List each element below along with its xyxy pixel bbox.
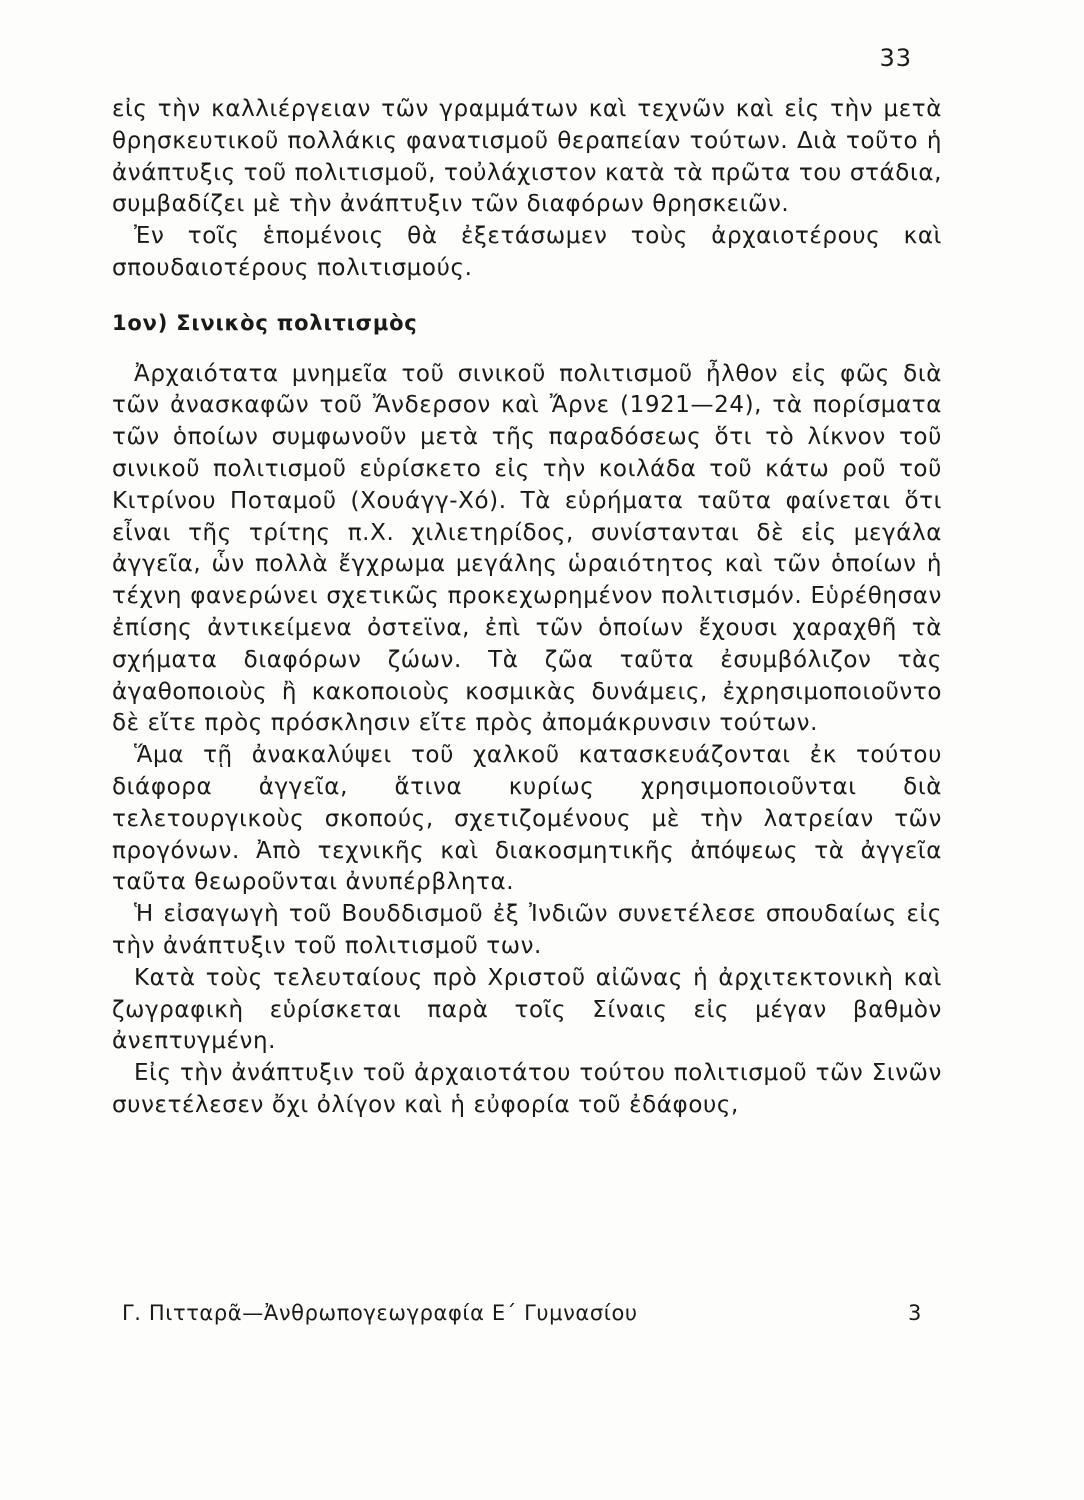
section-heading: 1ον) Σινικὸς πολιτισμὸς <box>112 310 418 335</box>
section-paragraph-2: Ἅμα τῇ ἀνακαλύψει τοῦ χαλκοῦ κατασκευάζονται ἐκ τούτου διάφορα ἀγγεῖα, ἅτινα κυρίως χρησιμοποιοῦνται διὰ τελετουργικοὺς σκοπούς, σχετιζομένους μὲ τὴν λατρείαν τῶν προγόνων. Ἀπὸ τεχνικῆς καὶ διακοσμητικῆς ἀπόψεως τὰ ἀγγεῖα ταῦτα θεωροῦνται ἀνυπέρβλητα. <box>112 742 942 896</box>
section-paragraph-1: Ἀρχαιότατα μνημεῖα τοῦ σινικοῦ πολιτισμοῦ ἦλθον εἰς φῶς διὰ τῶν ἀνασκαφῶν τοῦ Ἄνδερσον καὶ Ἄρνε (1921—24), τὰ πορίσματα τῶν ὁποίων συμφωνοῦν μετὰ τῆς παραδόσεως ὅτι τὸ λίκνον τοῦ σινικοῦ πολιτισμοῦ εὑρίσκετο εἰς τὴν κοιλάδα τοῦ κάτω ροῦ τοῦ Κιτρίνου Ποταμοῦ (Χουάγγ-Χό). Τὰ εὑρήματα ταῦτα φαίνεται ὅτι εἶναι τῆς τρίτης π.Χ. χιλιετηρίδος, συνίστανται δὲ εἰς μεγάλα ἀγγεῖα, ὧν πολλὰ ἔγχρωμα μεγάλης ὡραιότητος καὶ τῶν ὁποίων ἡ τέχνη φανερώνει σχετικῶς προκεχωρημένον πολιτισμόν. Εὑρέθησαν ἐπίσης ἀντικείμενα ὀστεϊνα, ἐπὶ τῶν ὁποίων ἔχουσι χαραχθῆ τὰ σχήματα διαφόρων ζώων. Τὰ ζῶα ταῦτα ἐσυμβόλιζον τὰς ἀγαθοποιοὺς ἢ κακοποιοὺς κοσμικὰς δυνάμεις, ἐχρησιμοποιοῦντο δὲ εἴτε πρὸς πρόσκλησιν εἴτε πρὸς ἀπομάκρυνσιν τούτων. <box>112 360 942 737</box>
section-paragraph-5: Εἰς τὴν ἀνάπτυξιν τοῦ ἀρχαιοτάτου τούτου πολιτισμοῦ τῶν Σινῶν συνετέλεσεν ὄχι ὀλίγον καὶ ἡ εὐφορία τοῦ ἐδάφους, <box>112 1060 942 1118</box>
footer-book-title: Γ. Πιτταρᾶ—Ἀνθρωπογεωγραφία Ε΄ Γυμνασίου <box>122 1301 638 1325</box>
page-number: 33 <box>879 44 912 72</box>
footer-signature-mark: 3 <box>908 1301 922 1325</box>
section-paragraph-4: Κατὰ τοὺς τελευταίους πρὸ Χριστοῦ αἰῶνας ἡ ἀρχιτεκτονικὴ καὶ ζωγραφικὴ εὑρίσκεται παρὰ τοῖς Σίναις εἰς μέγαν βαθμὸν ἀνεπτυγμένη. <box>112 964 942 1055</box>
section-paragraph-3: Ἡ εἰσαγωγὴ τοῦ Βουδδισμοῦ ἐξ Ἰνδιῶν συνετέλεσε σπουδαίως εἰς τὴν ἀνάπτυξιν τοῦ πολιτισμοῦ των. <box>112 901 942 959</box>
page-body <box>112 94 942 1122</box>
intro-paragraph-1: εἰς τὴν καλλιέργειαν τῶν γραμμάτων καὶ τεχνῶν καὶ εἰς τὴν μετὰ θρησκευτικοῦ πολλάκις φανατισμοῦ θεραπείαν τούτων. Διὰ τοῦτο ἡ ἀνάπτυξις τοῦ πολιτισμοῦ, τοὐλάχιστον κατὰ τὰ πρῶτα του στάδια, συμβαδίζει μὲ τὴν ἀνάπτυξιν τῶν διαφόρων θρησκειῶν. <box>112 96 942 218</box>
intro-paragraph-2: Ἐν τοῖς ἑπομένοις θὰ ἐξετάσωμεν τοὺς ἀρχαιοτέρους καὶ σπουδαιοτέρους πολιτισμούς. <box>112 223 942 281</box>
